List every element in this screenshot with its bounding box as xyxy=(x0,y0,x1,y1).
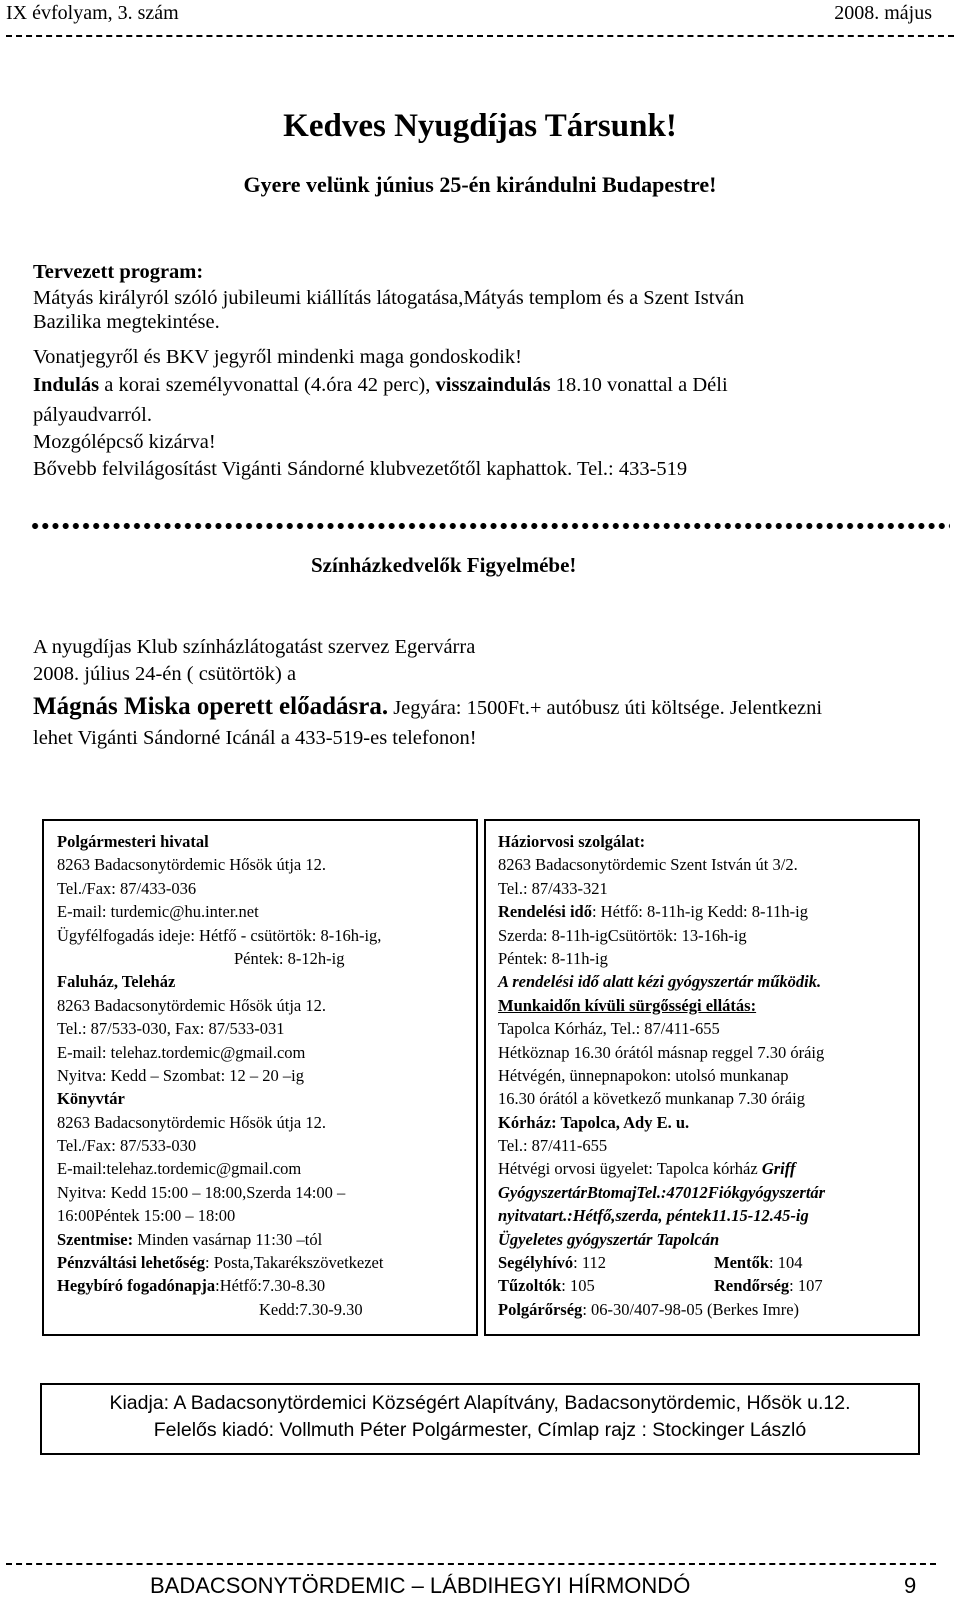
exchange-text: : Posta,Takarékszövetkezet xyxy=(205,1253,384,1273)
gp-hours-text: : Hétfő: 8-11h-ig Kedd: 8-11h-ig xyxy=(591,902,808,922)
theatre-title: Színházkedvelők Figyelmébe! xyxy=(311,553,577,577)
ambulance-label: Mentők xyxy=(714,1253,769,1273)
trip-subtitle: Gyere velünk június 25-én kirándulni Budapestre! xyxy=(243,172,717,197)
departure-line xyxy=(33,373,728,397)
emergency-numbers-2 xyxy=(498,1274,825,1297)
help-label: Segélyhívó xyxy=(498,1253,574,1273)
price-label: Jegyára: xyxy=(388,697,467,719)
gp-hours-2: Szerda: 8-11h-igCsütörtök: 13-16h-ig xyxy=(498,925,747,945)
pharmacy-duty: Ügyeletes gyógyszertár Tapolcán xyxy=(498,1229,720,1249)
mayor-office-title: Polgármesteri hivatal xyxy=(57,832,209,851)
exchange-line xyxy=(57,1251,383,1274)
village-tel: Tel.: 87/533-030, Fax: 87/533-031 xyxy=(57,1019,285,1039)
pharmacy-note: A rendelési idő alatt kézi gyógyszertár működik. xyxy=(498,972,822,992)
weekend-duty-1: Hétvégén, ünnepnapokon: utolsó munkanap xyxy=(498,1065,789,1085)
judge-tuesday: Kedd:7.30-9.30 xyxy=(259,1299,363,1319)
mayor-telfax: Tel./Fax: 87/433-036 xyxy=(57,878,197,898)
departure-text: a korai személyvonattal (4.óra 42 perc), xyxy=(99,374,436,396)
exchange-label: Pénzváltási lehetőség xyxy=(57,1253,206,1273)
gp-tel: Tel.: 87/433-321 xyxy=(498,878,608,898)
village-house-title: Faluház, Teleház xyxy=(57,972,176,992)
weekend-duty-2: 16.30 órától a következő munkanap 7.30 óráig xyxy=(498,1089,805,1109)
civil-guard-label: Polgárőrség xyxy=(498,1299,583,1319)
issue-date: 2008. május xyxy=(834,2,932,24)
medical-info xyxy=(498,830,825,1321)
library-address: 8263 Badacsonytördemic Hősök útja 12. xyxy=(57,1112,326,1132)
mayor-hours-friday: Péntek: 8-12h-ig xyxy=(234,948,345,968)
weekend-duty-text: Hétvégi orvosi ügyelet: Tapolca kórház xyxy=(498,1159,762,1179)
mayor-hours: Ügyfélfogadás ideje: Hétfő - csütörtök: 8-16h-ig, xyxy=(57,925,382,945)
program-line-5: pályaudvarról. xyxy=(33,404,152,426)
price-value: 1500Ft.+ autóbusz úti költsége. xyxy=(466,697,725,719)
theatre-year: 2008. xyxy=(33,663,80,685)
theatre-line-2 xyxy=(33,662,296,686)
mass-line xyxy=(57,1228,383,1251)
departure-label: Indulás xyxy=(33,374,100,396)
program-line-1: Mátyás királyról szóló jubileumi kiállítás látogatása,Mátyás templom és a Szent István xyxy=(33,287,745,309)
municipal-info xyxy=(57,830,383,1321)
village-email: E-mail: telehaz.tordemic@gmail.com xyxy=(57,1042,306,1062)
theatre-line-3 xyxy=(33,693,822,721)
page-number: 9 xyxy=(904,1573,917,1598)
program-line-3: Vonatjegyről és BKV jegyről mindenki maga gondoskodik! xyxy=(33,346,522,368)
pharmacy-line-1: GyógyszertárBtomajTel.:47012Fiókgyógyszertár xyxy=(498,1182,826,1202)
return-text: 18.10 vonattal a Déli xyxy=(550,374,728,396)
fire-label: Tűzoltók xyxy=(498,1276,562,1296)
program-line-6: Mozgólépcső kizárva! xyxy=(33,431,216,453)
dotted-divider xyxy=(30,522,950,530)
judge-label: Hegybíró fogadónapja xyxy=(57,1276,216,1296)
library-open-2: 16:00Péntek 15:00 – 18:00 xyxy=(57,1206,236,1226)
apply-text: Jelentkezni xyxy=(724,697,823,719)
village-address: 8263 Badacsonytördemic Hősök útja 12. xyxy=(57,995,326,1015)
trip-title: Kedves Nyugdíjas Társunk! xyxy=(283,108,677,144)
contact-line xyxy=(33,457,687,481)
theatre-line-1: A nyugdíjas Klub színházlátogatást szervez Egervárra xyxy=(33,636,476,658)
theatre-line-4: lehet Vigánti Sándorné Icánál a 433-519-es telefonon! xyxy=(33,727,477,749)
contact-phone: : 433-519 xyxy=(608,458,688,480)
mass-label: Szentmise: xyxy=(57,1229,134,1249)
ambulance-number: : 104 xyxy=(769,1253,803,1273)
library-open-1: Nyitva: Kedd 15:00 – 18:00,Szerda 14:00 – xyxy=(57,1182,346,1202)
return-label: visszaindulás xyxy=(435,374,551,396)
program-line-2: Bazilika megtekintése. xyxy=(33,311,220,333)
library-email: E-mail:telehaz.tordemic@gmail.com xyxy=(57,1159,302,1179)
village-open: Nyitva: Kedd – Szombat: 12 – 20 –ig xyxy=(57,1065,305,1085)
program-label: Tervezett program: xyxy=(33,261,204,283)
weekend-duty-line xyxy=(498,1157,825,1180)
emergency-title: Munkaidőn kívüli sürgősségi ellátás: xyxy=(498,995,757,1015)
mass-text: Minden vasárnap 11:30 –tól xyxy=(133,1229,323,1249)
gp-title: Háziorvosi szolgálat: xyxy=(498,832,646,851)
pharmacy-line-2: nyitvatart.:Hétfő,szerda, péntek11.15-12.45-ig xyxy=(498,1206,809,1226)
emergency-title-row xyxy=(498,994,825,1017)
hospital-tel-2: Tel.: 87/411-655 xyxy=(498,1136,608,1156)
gp-hours-3: Péntek: 8-11h-ig xyxy=(498,948,608,968)
gp-address: 8263 Badacsonytördemic Szent István út 3/2. xyxy=(498,855,798,875)
mayor-email: E-mail: turdemic@hu.inter.net xyxy=(57,902,259,922)
publisher-line-1: Kiadja: A Badacsonytördemici Községért Alapítvány, Badacsonytördemic, Hősök u.12. xyxy=(109,1392,851,1414)
contact-text: Bővebb felvilágosítást Vigánti Sándorné klubvezetőtől kaphattok. Tel. xyxy=(33,458,609,480)
police-label: Rendőrség xyxy=(714,1276,790,1296)
theatre-date: július 24-én ( csütörtök) a xyxy=(79,663,297,685)
hospital-tel: Tapolca Kórház, Tel.: 87/411-655 xyxy=(498,1019,720,1039)
publisher-line-2: Felelős kiadó: Vollmuth Péter Polgármester, Címlap rajz : Stockinger László xyxy=(153,1419,807,1441)
issue-label: IX évfolyam, 3. szám xyxy=(6,2,179,24)
police-number: : 107 xyxy=(789,1276,823,1296)
judge-text: :Hétfő:7.30-8.30 xyxy=(215,1276,326,1296)
footer-divider xyxy=(6,1563,936,1565)
show-title: Mágnás Miska operett előadásra. xyxy=(33,693,389,720)
library-title: Könyvtár xyxy=(57,1089,125,1109)
mayor-address: 8263 Badacsonytördemic Hősök útja 12. xyxy=(57,855,326,875)
publication-name: BADACSONYTÖRDEMIC – LÁBDIHEGYI HÍRMONDÓ xyxy=(150,1573,691,1598)
hospital-address: Kórház: Tapolca, Ady E. u. xyxy=(498,1112,690,1132)
weekday-duty: Hétköznap 16.30 órától másnap reggel 7.30 óráig xyxy=(498,1042,825,1062)
help-number: : 112 xyxy=(573,1253,607,1273)
library-telfax: Tel./Fax: 87/533-030 xyxy=(57,1136,197,1156)
civil-guard-line xyxy=(498,1298,825,1321)
fire-number: : 105 xyxy=(561,1276,595,1296)
header-divider xyxy=(6,35,954,37)
weekend-duty-bold: Griff xyxy=(761,1159,796,1179)
judge-line xyxy=(57,1274,383,1297)
gp-hours-line xyxy=(498,900,825,923)
emergency-numbers-1 xyxy=(498,1251,825,1274)
civil-guard-text: : 06-30/407-98-05 (Berkes Imre) xyxy=(582,1299,800,1319)
gp-hours-label: Rendelési idő xyxy=(498,902,592,922)
